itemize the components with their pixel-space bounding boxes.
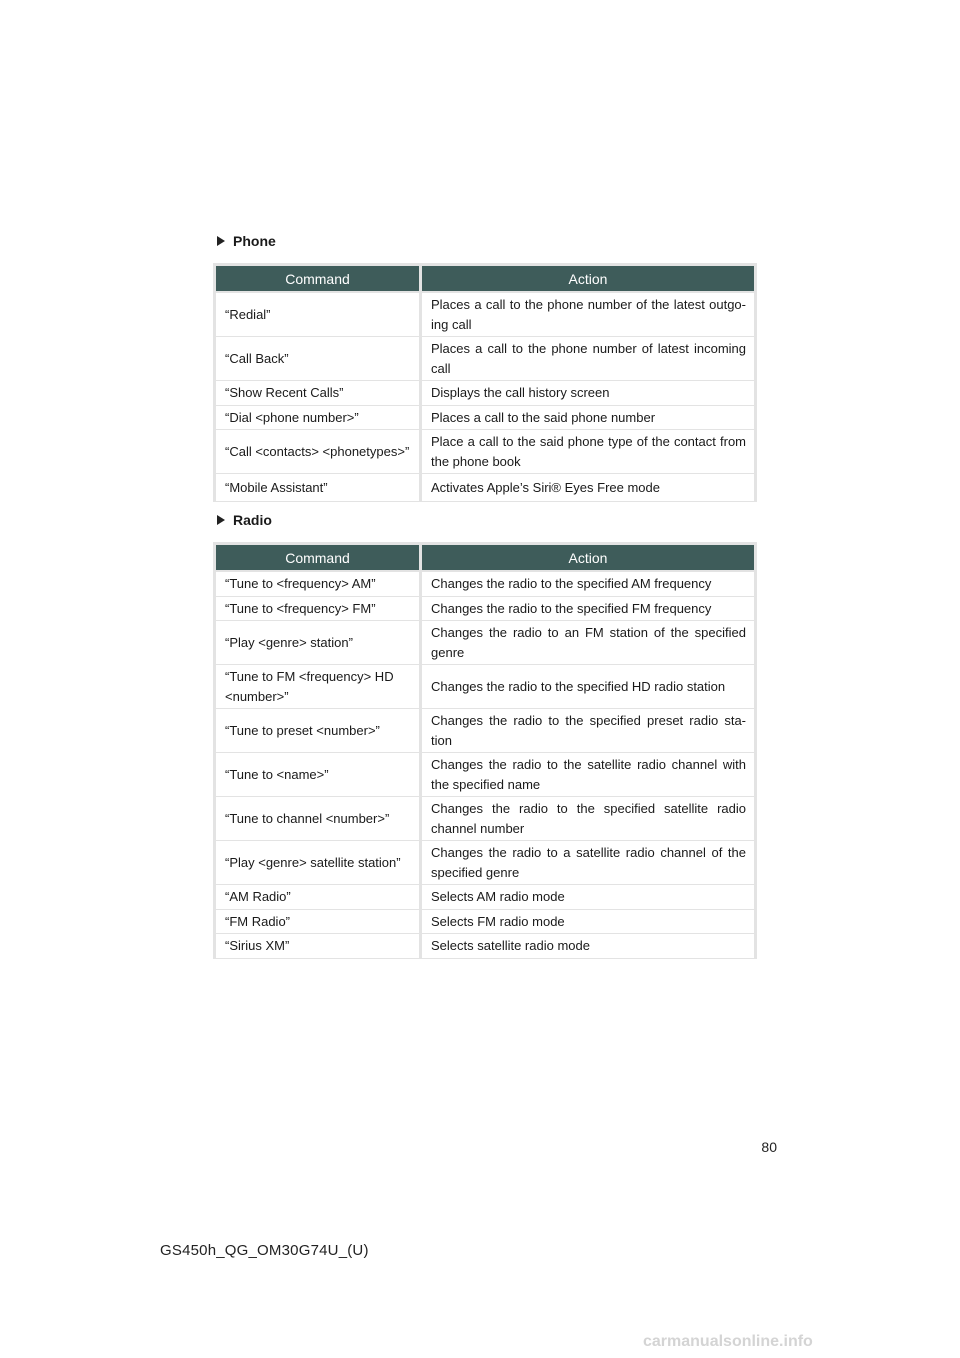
table-row (215, 934, 756, 959)
table-header-row (215, 544, 756, 572)
command-cell: “Mobile Assistant” (215, 474, 421, 502)
command-cell: “Redial” (215, 292, 421, 337)
radio-section-title: Radio (233, 512, 272, 528)
action-cell: Changes the radio to the specified preset radio sta-tion (421, 709, 756, 753)
command-cell: “Call Back” (215, 337, 421, 381)
command-cell: “Tune to preset <number>” (215, 709, 421, 753)
table-row (215, 381, 756, 406)
action-cell: Places a call to the phone number of the latest outgo-ing call (421, 292, 756, 337)
table-row (215, 571, 756, 596)
table-header-row (215, 265, 756, 293)
radio-command-table (213, 542, 757, 959)
triangle-bullet-icon (217, 515, 225, 525)
action-cell: Selects FM radio mode (421, 909, 756, 934)
action-cell: Displays the call history screen (421, 381, 756, 406)
table-row (215, 596, 756, 621)
footer-document-code: GS450h_QG_OM30G74U_(U) (160, 1242, 369, 1259)
action-cell: Changes the radio to the specified FM frequency (421, 596, 756, 621)
command-cell: “Show Recent Calls” (215, 381, 421, 406)
table-row (215, 430, 756, 474)
action-cell: Changes the radio to the specified AM frequency (421, 571, 756, 596)
command-cell: “Tune to <frequency> FM” (215, 596, 421, 621)
command-cell: “Call <contacts> <phonetypes>” (215, 430, 421, 474)
command-cell: “Tune to <frequency> AM” (215, 571, 421, 596)
action-cell: Place a call to the said phone type of the contact from the phone book (421, 430, 756, 474)
action-cell: Places a call to the phone number of latest incoming call (421, 337, 756, 381)
command-cell: “Sirius XM” (215, 934, 421, 959)
table-row (215, 474, 756, 502)
table-row (215, 885, 756, 910)
phone-command-table (213, 263, 757, 502)
table-row (215, 292, 756, 337)
command-cell: “AM Radio” (215, 885, 421, 910)
command-cell: “Dial <phone number>” (215, 405, 421, 430)
action-cell: Selects satellite radio mode (421, 934, 756, 959)
command-cell: “Play <genre> satellite station” (215, 841, 421, 885)
phone-section-title: Phone (233, 233, 276, 249)
action-cell: Activates Apple’s Siri® Eyes Free mode (421, 474, 756, 502)
command-cell: “FM Radio” (215, 909, 421, 934)
action-column-header: Action (421, 265, 756, 293)
watermark-text: carmanualsonline.info (643, 1333, 813, 1350)
table-row (215, 337, 756, 381)
table-row (215, 841, 756, 885)
radio-section-heading (217, 512, 272, 528)
command-cell: “Play <genre> station” (215, 621, 421, 665)
page-number: 80 (761, 1139, 777, 1155)
table-row (215, 405, 756, 430)
action-cell: Selects AM radio mode (421, 885, 756, 910)
action-cell: Changes the radio to the satellite radio channel with the specified name (421, 753, 756, 797)
table-row (215, 709, 756, 753)
command-column-header: Command (215, 544, 421, 572)
table-row (215, 753, 756, 797)
action-column-header: Action (421, 544, 756, 572)
command-cell: “Tune to FM <frequency> HD <number>” (215, 665, 421, 709)
triangle-bullet-icon (217, 236, 225, 246)
action-cell: Changes the radio to the specified HD radio station (421, 665, 756, 709)
table-row (215, 621, 756, 665)
command-cell: “Tune to channel <number>” (215, 797, 421, 841)
action-cell: Changes the radio to a satellite radio channel of the specified genre (421, 841, 756, 885)
action-cell: Changes the radio to an FM station of the specified genre (421, 621, 756, 665)
phone-section-heading (217, 233, 276, 249)
action-cell: Places a call to the said phone number (421, 405, 756, 430)
action-cell: Changes the radio to the specified satellite radio channel number (421, 797, 756, 841)
table-row (215, 909, 756, 934)
command-column-header: Command (215, 265, 421, 293)
table-row (215, 665, 756, 709)
table-row (215, 797, 756, 841)
command-cell: “Tune to <name>” (215, 753, 421, 797)
